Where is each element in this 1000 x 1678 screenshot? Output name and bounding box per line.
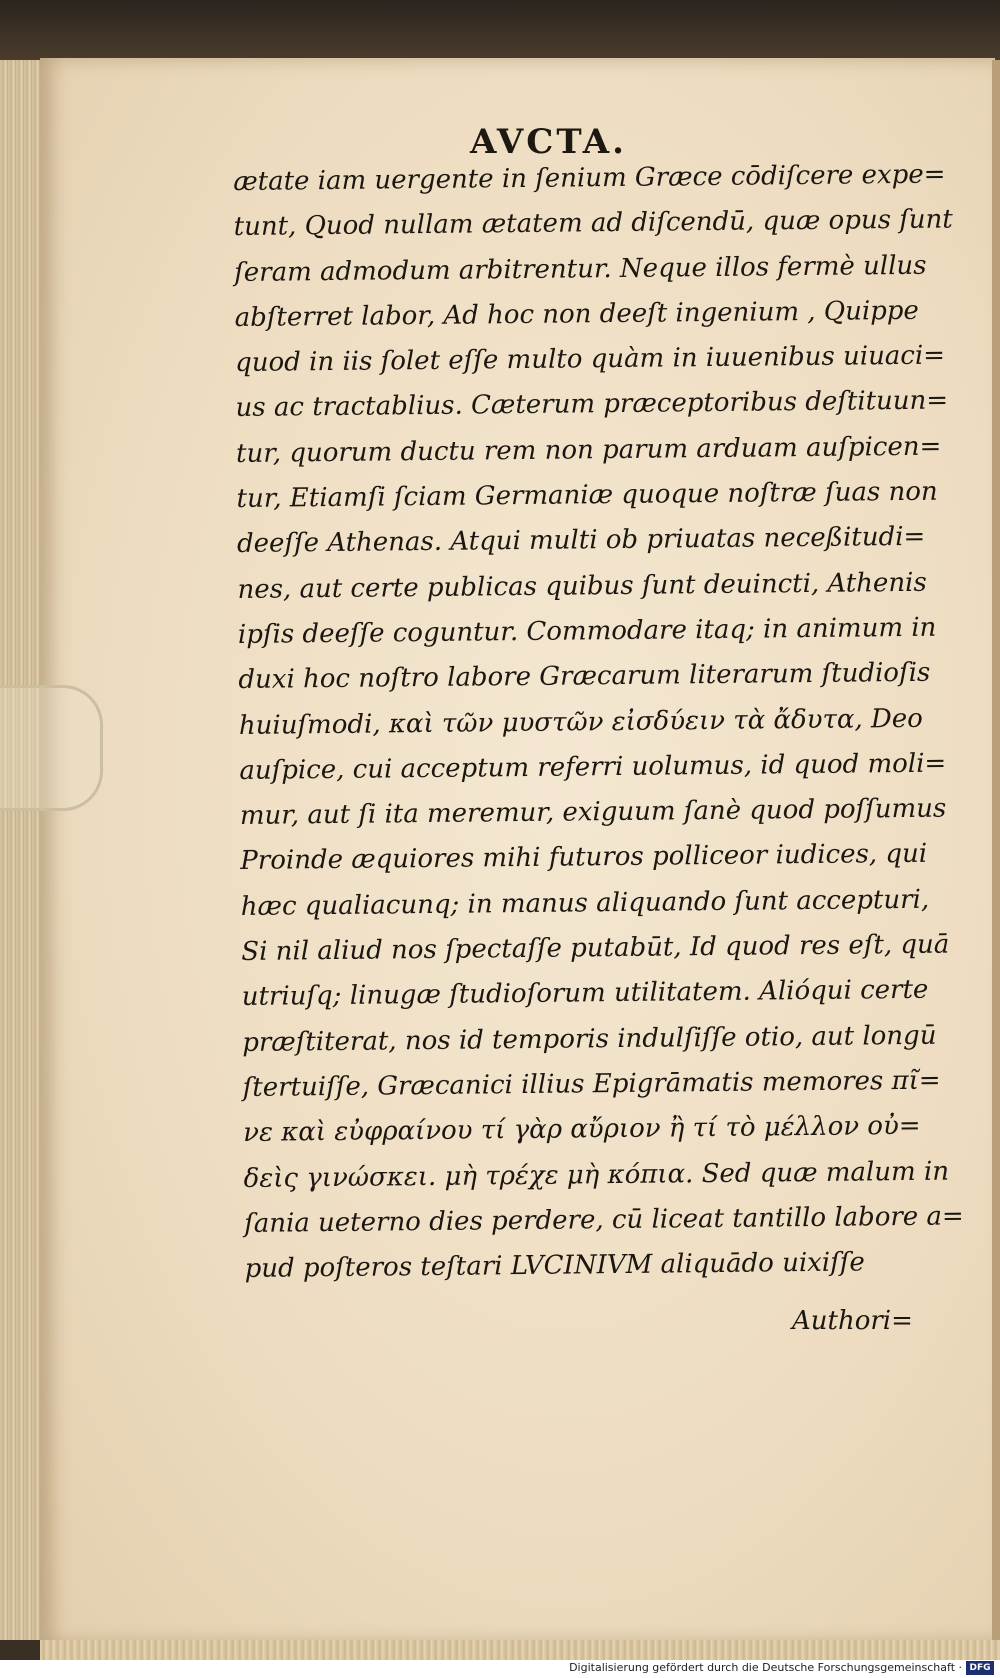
text-line: Si nil aliud nos ſpectaſſe putabūt, Id quod res eſt, quā (241, 929, 950, 968)
text-line: hæc qualiacunq; in manus aliquando ſunt accepturi, (240, 884, 930, 922)
text-line: ipſis deeſſe coguntur. Commodare itaq; in animum in (237, 612, 937, 650)
text-line: ſania ueterno dies perdere, cū liceat tantillo labore a= (243, 1201, 964, 1239)
text-line: δεὶς γινώσκει. μὴ τρέχε μὴ κόπια. Sed quæ malum in (243, 1156, 950, 1194)
funding-credit: Digitalisierung gefördert durch die Deutsche Forschungsgemeinschaft · (569, 1661, 962, 1674)
page-edges-bottom (40, 1640, 1000, 1660)
text-line: mur, aut ſi ita meremur, exiguum ſanè quod poſſumus (239, 793, 947, 832)
text-line: Proinde æquiores mihi futuros polliceor iudices, qui (240, 839, 928, 877)
text-line: ſeram admodum arbitrentur. Neque illos fermè ullus (234, 250, 927, 288)
catchword: Authori= (792, 1306, 913, 1336)
text-line: præſtiterat, nos id temporis indulſiſſe otio, aut longū (242, 1020, 937, 1058)
text-line: tunt, Quod nullam ætatem ad diſcendū, quæ opus ſunt (233, 204, 953, 243)
text-line: quod in iis ſolet eſſe multo quàm in iuuenibus uiuaci= (234, 340, 946, 379)
page-tab-marker (0, 685, 103, 811)
text-line: ætate iam uergente in ſenium Græce cōdiſcere expe= (233, 159, 946, 197)
body-text (233, 153, 964, 1293)
text-line: νε καὶ εὐφραίνου τί γὰρ αὔριον ἢ τί τὸ μέλλον οὐ= (243, 1111, 921, 1149)
text-line: auſpice, cui acceptum referri uolumus, id quod moli= (239, 748, 947, 786)
text-line: utriuſq; linugæ ſtudioſorum utilitatem. Alióqui certe (241, 975, 929, 1013)
text-line: tur, quorum ductu rem non parum arduam auſpicen= (235, 431, 942, 469)
text-line: pud poſteros teſtari LVCINIVM aliquādo uixiſſe (244, 1247, 865, 1285)
scan-background-top (0, 0, 1000, 60)
text-line: huiuſmodi, καὶ τῶν μυστῶν εἰσδύειν τὰ ἄδυτα, Deo (238, 703, 923, 741)
text-line: tur, Etiamſi ſciam Germaniæ quoque noſtræ ſuas non (236, 476, 938, 515)
text-line: us ac tractablius. Cæterum præceptoribus deſtituun= (235, 386, 949, 424)
text-line: nes, aut certe publicas quibus ſunt deuincti, Athenis (237, 567, 927, 605)
text-line: abſterret labor, Ad hoc non deeſt ingenium , Quippe (234, 295, 920, 333)
dfg-logo-icon: DFG (966, 1661, 994, 1675)
page-edge-right (992, 60, 1000, 1640)
text-line: deeſſe Athenas. Atqui multi ob priuatas neceßitudi= (236, 522, 926, 560)
text-line: ſtertuiſſe, Græcanici illius Epigrāmatis memores πῖ= (242, 1065, 941, 1103)
text-line: duxi hoc noſtro labore Græcarum literarum ſtudioſis (238, 657, 931, 696)
running-heading: AVCTA. (470, 122, 628, 162)
